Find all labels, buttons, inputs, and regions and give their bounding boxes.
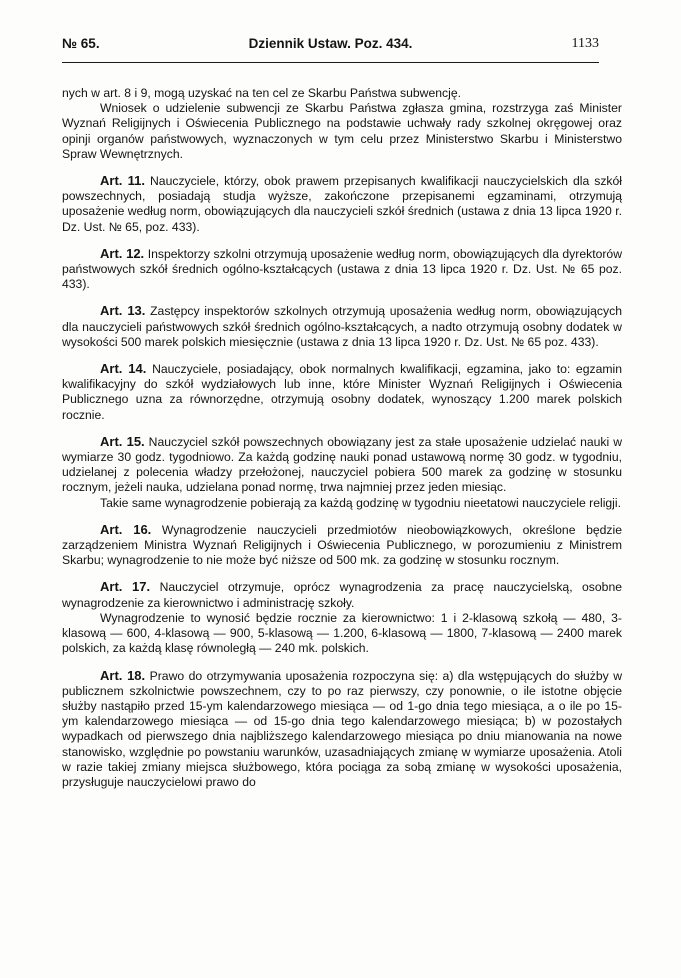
article-13 xyxy=(62,303,622,350)
article-label: Art. 12. xyxy=(100,245,145,261)
article-text: Nauczyciele, którzy, obok prawem przepisanych kwalifikacji nauczycielskich dla szkół powszechnych, posiadają studja wyższe, zakończone przepisanemi egzaminami, otrzymują uposażenie według norm, obowiązujących dla nauczycieli szkół średnich (ustawa z dnia 13 lipca 1920 r. Dz. Ust. № 65, poz. 433). xyxy=(62,174,622,234)
page-header xyxy=(62,36,599,54)
paragraph: Wniosek o udzielenie subwencji ze Skarbu Państwa zgłasza gmina, rozstrzyga zaś Minister Wyznań Religijnych i Oświecenia Publicznego na podstawie uchwały rady szkolnej okręgowej oraz opinji organów państwowych, wyznaczonych w tym celu przez Ministerstwo Skarbu i Ministerstwo Spraw Wewnętrznych. xyxy=(62,101,622,161)
article-14 xyxy=(62,361,622,423)
article-17-extra: Wynagrodzenie to wynosić będzie rocznie za kierownictwo: 1 i 2-klasową szkołą — 480, 3-klasową — 600, 4-klasową — 900, 5-klasową — 1.200, 6-klasową — 1800, 7-klasową — 2400 marek polskich, za każdą klasę równoległą — 240 mk. polskich. xyxy=(62,610,622,656)
article-label: Art. 17. xyxy=(100,579,151,595)
article-15 xyxy=(62,434,622,496)
article-16 xyxy=(62,522,622,569)
issue-number: № 65. xyxy=(62,36,100,51)
continued-paragraph: nych w art. 8 i 9, mogą uzyskać na ten cel ze Skarbu Państwa subwencję. xyxy=(62,86,462,100)
article-text: Zastępcy inspektorów szkolnych otrzymują uposażenia według norm, obowiązujących dla nauczycieli państwowych szkół średnich ogólno-kształcących, a nadto otrzymują osobny dodatek w wysokości 500 marek polskich miesięcznie (ustawa z dnia 13 lipca 1920 r. Dz. Ust. № 65 poz. 433). xyxy=(62,304,622,349)
header-rule xyxy=(62,62,599,63)
article-label: Art. 13. xyxy=(100,303,146,319)
article-label: Art. 16. xyxy=(100,521,152,537)
article-11 xyxy=(62,173,622,235)
article-12 xyxy=(62,246,622,293)
journal-title: Dziennik Ustaw. Poz. 434. xyxy=(248,36,413,51)
article-text: Nauczyciel szkół powszechnych obowiązany jest za stałe uposażenie udzielać nauki w wymiarze 30 godz. tygodniowo. Za każdą godzinę nauki ponad ustawową normę 30 godz. w tygodniu, udzielanej z polecenia władzy przełożonej, nauczyciel pobiera 500 marek za godzinę w stosunku rocznym, jeżeli nauka, udzielana ponad normę, trwa najmniej przez jeden miesiąc. xyxy=(62,434,623,495)
article-label: Art. 15. xyxy=(100,433,145,449)
article-text: Nauczyciele, posiadający, obok normalnych kwalifikacji, egzamina, jako to: egzamin kwalifikacyjny do szkół wydziałowych lub inne, które Minister Wyznań Religijnych i Oświecenia Publicznego uzna za równorzędne, otrzymują osobny dodatek, wynoszący 1.200 marek polskich rocznie. xyxy=(62,362,623,422)
article-text: Prawo do otrzymywania uposażenia rozpoczyna się: a) dla wstępujących do służby w publicznem szkolnictwie powszechnem, czy to po raz pierwszy, czy ponownie, o ile istotne objęcie służby nastąpiło przed 15-ym kalendarzowego miesiąca — od 1-go dnia tego miesiąca, a o ile po 15-ym kalendarzowego miesiąca — od 15-go dnia tego kalendarzowego miesiąca; b) w pozostałych wypadkach od pierwszego dnia najbliższego kalendarzowego miesiąca po dniu mianowania na nowe stanowisko, względnie po powstaniu warunków, uzasadniających zmianę w wymiarze uposażenia. Atoli w razie takiej zmiany miejsca służbowego, która pociąga za sobą zmianę w wysokości uposażenia, przysługuje nauczycielowi prawo do xyxy=(62,668,622,789)
article-text: Wynagrodzenie nauczycieli przedmiotów nieobowiązkowych, określone będzie zarządzeniem Ministra Wyznań Religijnych i Oświecenia Publicznego, w porozumieniu z Ministrem Skarbu; wynagrodzenie to nie może być niższe od 500 mk. za godzinę w stosunku rocznym. xyxy=(62,522,622,568)
article-text: Nauczyciel otrzymuje, oprócz wynagrodzenia za pracę nauczycielską, osobne wynagrodzenie za kierownictwo i administrację szkoły. xyxy=(62,580,623,610)
page-number: 1133 xyxy=(571,36,599,51)
article-label: Art. 14. xyxy=(100,361,147,377)
article-text: Inspektorzy szkolni otrzymują uposażenie według norm, obowiązujących dla dyrektorów państwowych szkół średnich ogólno-kształcących (ustawa z dnia 13 lipca 1920 r. Dz. Ust. № 65 poz. 433). xyxy=(62,246,623,292)
document-body xyxy=(62,86,622,790)
article-18 xyxy=(62,668,622,791)
article-15-extra: Takie same wynagrodzenie pobierają za każdą godzinę w tygodniu nieetatowi nauczyciele religji. xyxy=(100,495,621,510)
article-17 xyxy=(62,579,622,610)
article-label: Art. 11. xyxy=(100,173,145,189)
article-label: Art. 18. xyxy=(100,667,146,683)
